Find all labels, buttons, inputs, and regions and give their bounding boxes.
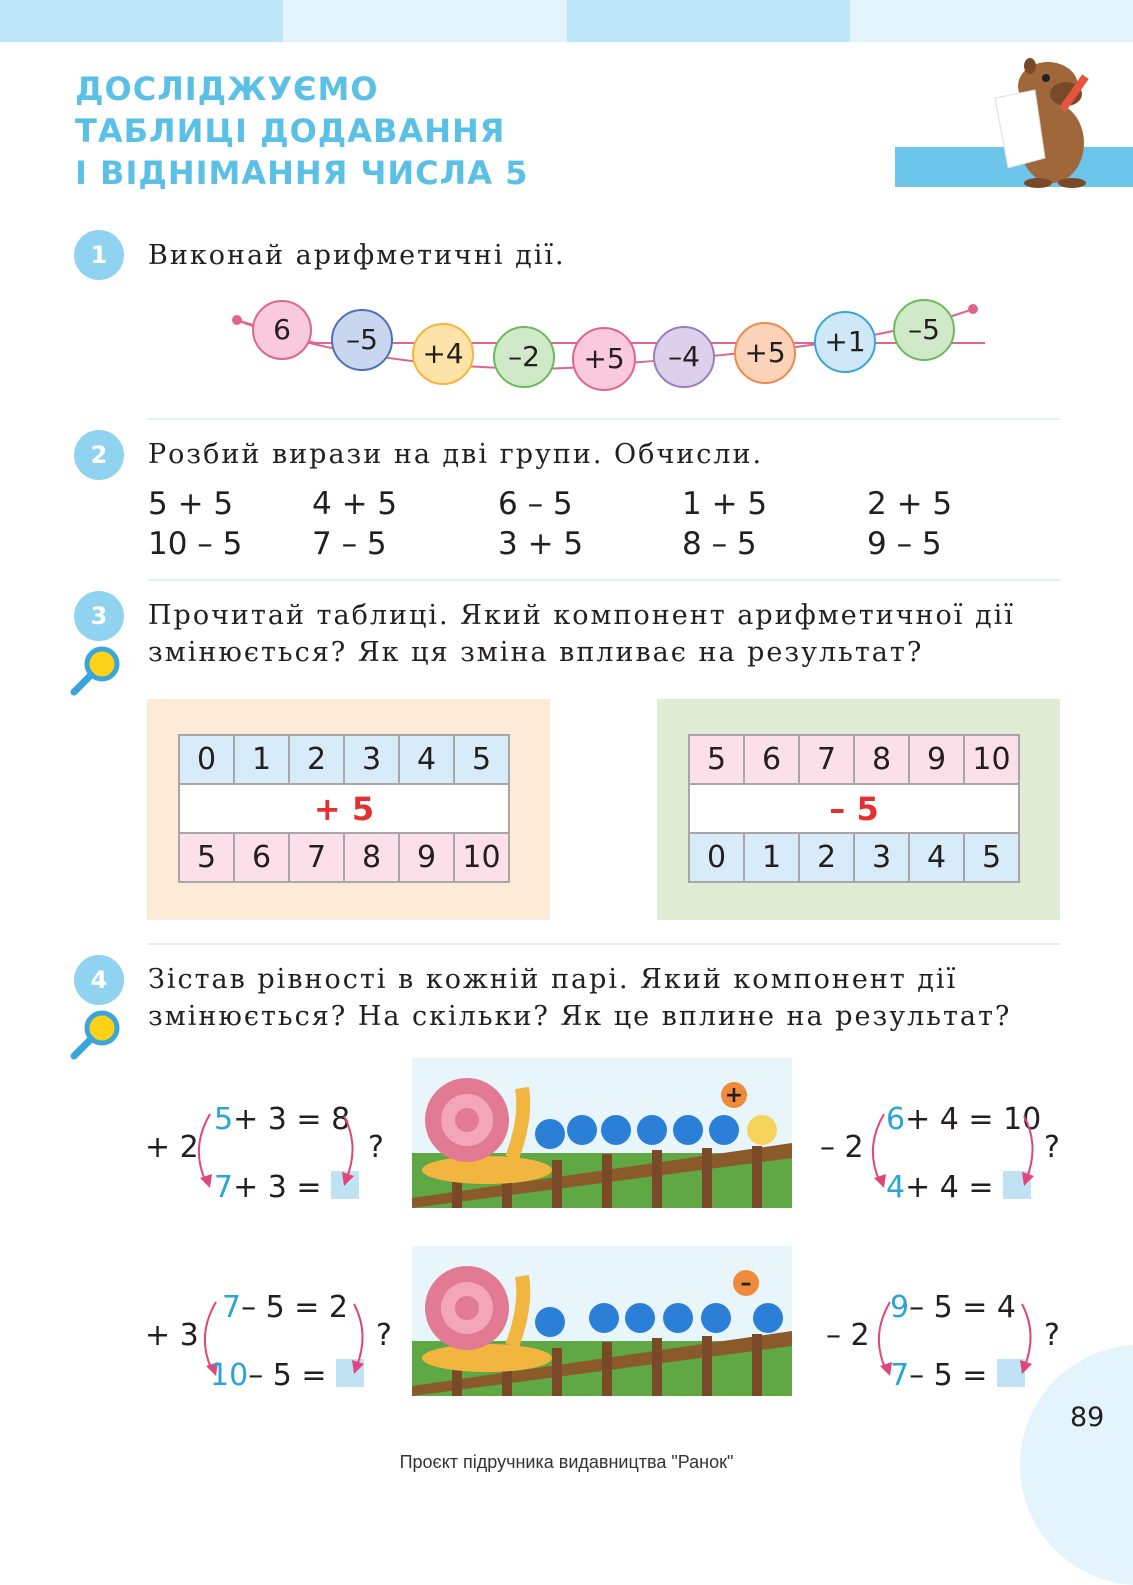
footer-note: Проєкт підручника видавництва "Ранок" xyxy=(399,1452,734,1472)
expression: 8 – 5 xyxy=(682,526,757,562)
equation-rest: + 4 = 10 xyxy=(905,1102,1042,1137)
component: 5 xyxy=(214,1102,234,1137)
table-cell: 5 xyxy=(454,735,509,784)
component: 9 xyxy=(890,1290,910,1325)
magnifier-icon xyxy=(68,1008,124,1064)
expression: 9 – 5 xyxy=(867,526,942,562)
equation xyxy=(890,1290,1016,1325)
component: 6 xyxy=(886,1102,906,1137)
component: 10 xyxy=(210,1358,249,1393)
equation xyxy=(214,1170,359,1205)
table-cell: 7 xyxy=(799,735,854,784)
component: 7 xyxy=(214,1170,234,1205)
equation-rest: – 5 = xyxy=(248,1358,327,1393)
table-cell: 8 xyxy=(854,735,909,784)
snail-illustration xyxy=(412,1246,792,1396)
task-number-badge: 4 xyxy=(74,955,124,1005)
bead: +5 xyxy=(572,327,636,391)
pair-delta: – 2 xyxy=(820,1130,864,1165)
task-instruction: змінюється? Як ця зміна впливає на результат? xyxy=(148,637,924,668)
title-line: І ВІДНІМАННЯ ЧИСЛА 5 xyxy=(75,154,529,192)
bead: –5 xyxy=(331,309,393,371)
equation-rest: + 3 = 8 xyxy=(233,1102,351,1137)
subtraction-table xyxy=(688,734,1020,883)
task-number-badge: 1 xyxy=(74,230,124,280)
expression: 5 + 5 xyxy=(148,486,234,522)
component: 7 xyxy=(222,1290,242,1325)
table-cell: 3 xyxy=(854,833,909,882)
page-number: 89 xyxy=(1070,1402,1105,1433)
equation xyxy=(222,1290,348,1325)
equation-rest: + 4 = xyxy=(905,1170,994,1205)
task-instruction: Прочитай таблиці. Який компонент арифметичної дії xyxy=(148,600,1015,631)
table-cell: 9 xyxy=(909,735,964,784)
addition-table xyxy=(178,734,510,883)
curved-arrow-icon xyxy=(350,1300,374,1376)
task-instruction: Виконай арифметичні дії. xyxy=(148,240,566,271)
table-cell: 5 xyxy=(964,833,1019,882)
table-cell: 4 xyxy=(399,735,454,784)
operation-label: – 5 xyxy=(689,784,1019,833)
plus-sign-label: + xyxy=(724,1083,744,1108)
expression: 1 + 5 xyxy=(682,486,768,522)
bead: +1 xyxy=(814,311,876,373)
title-line: ТАБЛИЦІ ДОДАВАННЯ xyxy=(75,112,506,150)
expression: 2 + 5 xyxy=(867,486,953,522)
curved-arrow-icon xyxy=(186,1108,216,1194)
equation-rest: + 3 = xyxy=(233,1170,322,1205)
table-cell: 10 xyxy=(454,833,509,882)
operation-label: + 5 xyxy=(179,784,509,833)
expression: 3 + 5 xyxy=(498,526,584,562)
snail-illustration xyxy=(412,1058,792,1208)
table-cell: 0 xyxy=(179,735,234,784)
table-cell: 8 xyxy=(344,833,399,882)
title-line: ДОСЛІДЖУЄМО xyxy=(75,70,379,108)
bead: –2 xyxy=(493,326,555,388)
expression: 7 – 5 xyxy=(312,526,387,562)
table-cell: 5 xyxy=(179,833,234,882)
minus-sign-label: – xyxy=(740,1271,752,1296)
table-cell: 2 xyxy=(799,833,854,882)
table-cell: 9 xyxy=(399,833,454,882)
equation xyxy=(890,1358,1025,1393)
top-bar-segment xyxy=(850,0,1133,42)
question-mark: ? xyxy=(376,1318,392,1353)
capybara-illustration xyxy=(990,48,1110,188)
table-cell: 1 xyxy=(234,735,289,784)
table-cell: 0 xyxy=(689,833,744,882)
table-cell: 4 xyxy=(909,833,964,882)
bead: –4 xyxy=(653,326,715,388)
bead: 6 xyxy=(252,300,312,360)
equation-rest: – 5 = xyxy=(909,1358,988,1393)
component: 4 xyxy=(886,1170,906,1205)
divider xyxy=(148,579,1060,581)
task-instruction: Розбий вирази на дві групи. Обчисли. xyxy=(148,439,764,470)
curved-arrow-icon xyxy=(1020,1112,1044,1188)
pair-delta: + 2 xyxy=(145,1130,199,1165)
question-mark: ? xyxy=(368,1130,384,1165)
equation-rest: – 5 = 2 xyxy=(241,1290,349,1325)
component: 7 xyxy=(890,1358,910,1393)
equation xyxy=(886,1170,1031,1205)
question-mark: ? xyxy=(1044,1130,1060,1165)
top-bar-segment xyxy=(283,0,567,42)
table-cell: 10 xyxy=(964,735,1019,784)
pair-delta: + 3 xyxy=(145,1318,199,1353)
table-cell: 5 xyxy=(689,735,744,784)
expression: 4 + 5 xyxy=(312,486,398,522)
table-cell: 6 xyxy=(744,735,799,784)
bead: +4 xyxy=(412,323,474,385)
expression: 10 – 5 xyxy=(148,526,243,562)
task-number-badge: 3 xyxy=(74,591,124,641)
table-cell: 2 xyxy=(289,735,344,784)
divider xyxy=(148,943,1060,945)
table-cell: 3 xyxy=(344,735,399,784)
expression: 6 – 5 xyxy=(498,486,573,522)
curved-arrow-icon xyxy=(340,1112,364,1188)
equation xyxy=(214,1102,350,1137)
bead: +5 xyxy=(734,322,796,384)
table-cell: 1 xyxy=(744,833,799,882)
magnifier-icon xyxy=(68,644,124,700)
equation xyxy=(886,1102,1041,1137)
bead: –5 xyxy=(893,299,955,361)
curved-arrow-icon xyxy=(1018,1300,1042,1376)
divider xyxy=(148,418,1060,420)
top-bar-segment xyxy=(567,0,850,42)
table-cell: 6 xyxy=(234,833,289,882)
task-instruction: змінюється? На скільки? Як це вплине на результат? xyxy=(148,1001,1012,1032)
page-title xyxy=(75,68,528,194)
pair-delta: – 2 xyxy=(826,1318,870,1353)
equation-rest: – 5 = 4 xyxy=(909,1290,1017,1325)
task-instruction: Зістав рівності в кожній парі. Який компонент дії xyxy=(148,964,958,995)
task-number-badge: 2 xyxy=(74,430,124,480)
equation xyxy=(210,1358,364,1393)
top-bar-segment xyxy=(0,0,283,42)
table-cell: 7 xyxy=(289,833,344,882)
question-mark: ? xyxy=(1044,1318,1060,1353)
